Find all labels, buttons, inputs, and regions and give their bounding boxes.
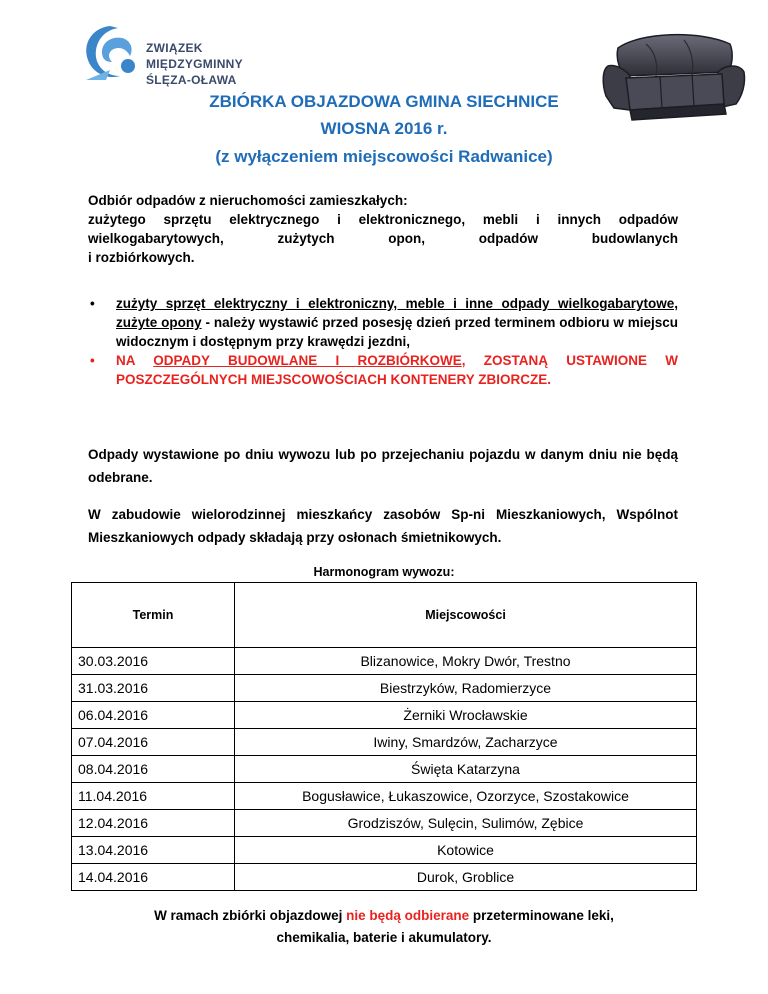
row-places: Durok, Groblice — [235, 864, 697, 891]
row-places: Kotowice — [235, 837, 697, 864]
row-date: 06.04.2016 — [72, 702, 235, 729]
table-row — [72, 783, 697, 810]
row-date: 08.04.2016 — [72, 756, 235, 783]
list-item — [88, 351, 678, 389]
table-row — [72, 837, 697, 864]
logo-line-2: ŚLĘZA-OŁAWA — [146, 73, 237, 87]
table-row — [72, 864, 697, 891]
footer-pre: W ramach zbiórki objazdowej — [154, 908, 347, 923]
table-row — [72, 675, 697, 702]
row-places: Święta Katarzyna — [235, 756, 697, 783]
bulky-waste-instructions: - należy wystawić przed posesję dzień przed terminem odbioru w miejscu widocznym i dostępnym przy krawędzi jezdni, — [116, 315, 678, 349]
note-multifamily: W zabudowie wielorodzinnej mieszkańcy zasobów Sp-ni Mieszkaniowych, Wspólnot Mieszkaniowych odpady składają przy osłonach śmietnikowych. — [88, 507, 678, 545]
row-date: 13.04.2016 — [72, 837, 235, 864]
intro-paragraph — [88, 191, 678, 267]
row-places: Grodziszów, Sulęcin, Sulimów, Zębice — [235, 810, 697, 837]
schedule-table — [71, 582, 697, 891]
intro-line-1: Odbiór odpadów z nieruchomości zamieszkałych: — [88, 193, 408, 208]
construction-waste-text: ODPADY BUDOWLANE I ROZBIÓRKOWE — [153, 353, 462, 368]
row-places: Iwiny, Smardzów, Zacharzyce — [235, 729, 697, 756]
title-line-2: WIOSNA 2016 r. — [320, 119, 448, 138]
footer-line-2: chemikalia, baterie i akumulatory. — [276, 930, 492, 945]
table-row — [72, 756, 697, 783]
footer-red-text: nie będą odbierane — [346, 908, 470, 923]
row-places: Żerniki Wrocławskie — [235, 702, 697, 729]
rules-list — [88, 294, 678, 389]
construction-waste-info: , ZOSTANĄ USTAWIONE W POSZCZEGÓLNYCH MIEJSCOWOŚCIACH KONTENERY ZBIORCZE. — [116, 353, 678, 387]
footer-line-1 — [0, 905, 768, 927]
row-date: 12.04.2016 — [72, 810, 235, 837]
row-places: Blizanowice, Mokry Dwór, Trestno — [235, 648, 697, 675]
table-row — [72, 810, 697, 837]
logo-line-1: ZWIĄZEK MIĘDZYGMINNY — [146, 41, 243, 71]
list-item — [88, 294, 678, 351]
note-late-pickup: Odpady wystawione po dniu wywozu lub po przejechaniu pojazdu w danym dniu nie będą odebrane. — [88, 447, 678, 485]
logo-text — [146, 40, 300, 88]
header-date: Termin — [72, 583, 235, 648]
construction-waste-prefix: NA — [116, 353, 154, 368]
bullet-icon: • — [90, 296, 95, 311]
row-date: 30.03.2016 — [72, 648, 235, 675]
header-places: Miejscowości — [235, 583, 697, 648]
row-places: Bogusławice, Łukaszowice, Ozorzyce, Szostakowice — [235, 783, 697, 810]
title-line-3: (z wyłączeniem miejscowości Radwanice) — [215, 147, 553, 166]
bullet-icon: • — [90, 353, 95, 368]
row-date: 14.04.2016 — [72, 864, 235, 891]
table-header-row — [72, 583, 697, 648]
row-date: 07.04.2016 — [72, 729, 235, 756]
footer-note — [0, 905, 768, 949]
title-line-1: ZBIÓRKA OBJAZDOWA GMINA SIECHNICE — [209, 92, 559, 111]
table-row — [72, 729, 697, 756]
intro-line-3: wielkogabarytowych, zużytych opon, odpadów budowlanych — [88, 231, 678, 246]
table-row — [72, 702, 697, 729]
table-row — [72, 648, 697, 675]
schedule-caption: Harmonogram wywozu: — [313, 565, 455, 579]
bulky-waste-text: zużyty sprzęt elektryczny i elektroniczny, meble i inne odpady wielkogabarytowe, zużyte opony — [116, 296, 678, 330]
row-date: 31.03.2016 — [72, 675, 235, 702]
row-date: 11.04.2016 — [72, 783, 235, 810]
row-places: Biestrzyków, Radomierzyce — [235, 675, 697, 702]
intro-line-4: i rozbiórkowych. — [88, 250, 195, 265]
intro-line-2: zużytego sprzętu elektrycznego i elektronicznego, mebli i innych odpadów — [88, 212, 678, 227]
association-logo — [80, 22, 300, 87]
footer-post: przeterminowane leki, — [469, 908, 614, 923]
association-logo-icon — [80, 22, 144, 84]
